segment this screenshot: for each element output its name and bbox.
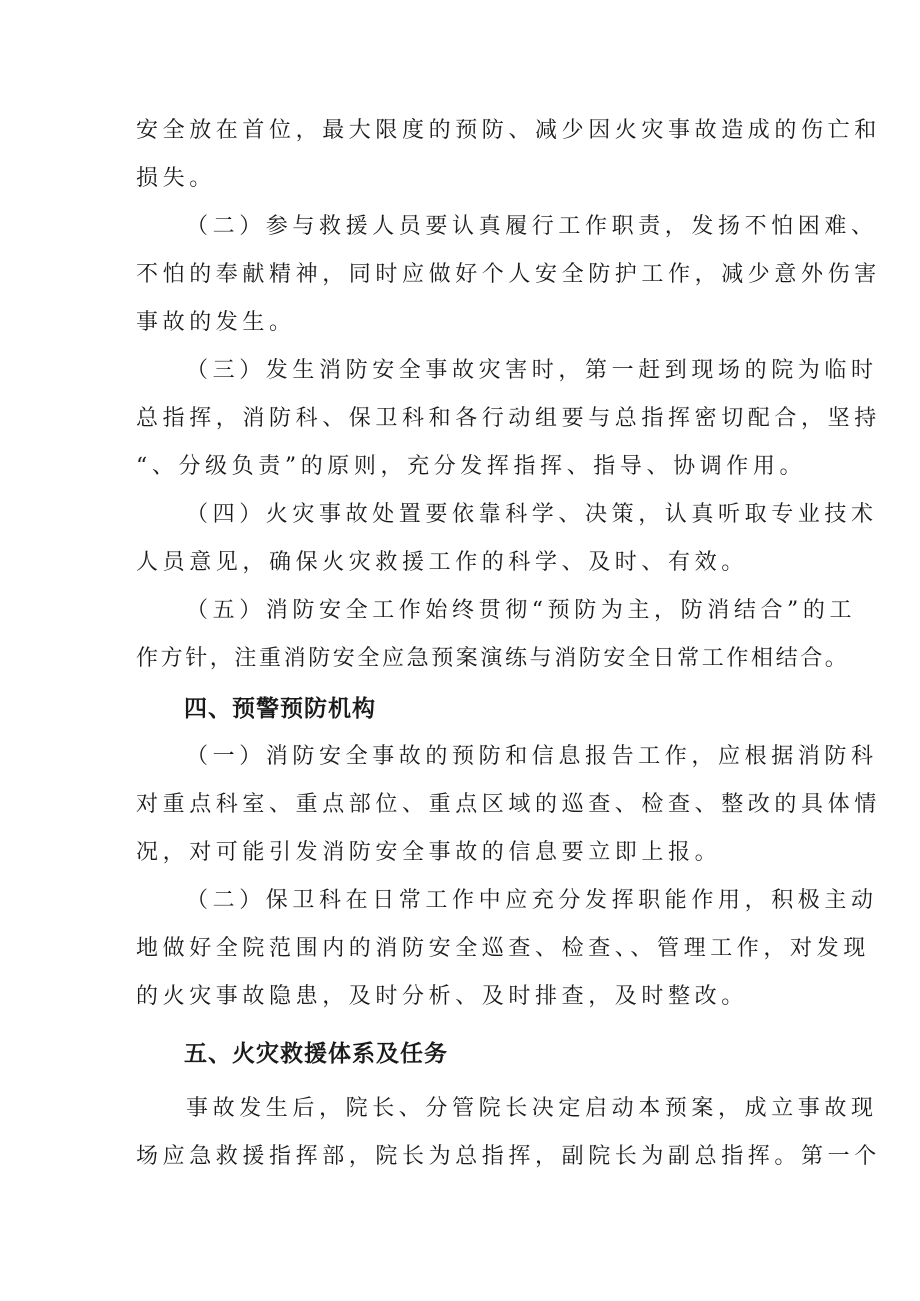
paragraph-line: （三）发生消防安全事故灾害时，第一赶到现场的院为临时	[186, 358, 878, 383]
paragraph-line: 地做好全院范围内的消防安全巡查、检查、、管理工作，对发现	[136, 936, 870, 961]
paragraph-line: 对重点科室、重点部位、重点区域的巡查、检查、整改的具体情	[136, 792, 881, 817]
paragraph-line: 况，对可能引发消防安全事故的信息要立即上报。	[136, 840, 722, 865]
paragraph-line: （四）火灾事故处置要依靠科学、决策，认真听取专业技术	[186, 502, 878, 527]
paragraph-line: （一）消防安全事故的预防和信息报告工作，应根据消防科	[186, 744, 878, 769]
paragraph-line: 总指挥，消防科、保卫科和各行动组要与总指挥密切配合，坚持	[136, 406, 881, 431]
paragraph-line: “、分级负责”的原则，充分发挥指挥、指导、协调作用。	[136, 454, 807, 479]
paragraph-line: 场应急救援指挥部，院长为总指挥，副院长为副总指挥。第一个	[136, 1144, 881, 1169]
section-heading: 五、火灾救援体系及任务	[184, 1041, 448, 1067]
paragraph-line: （五）消防安全工作始终贯彻“预防为主，防消结合”的工	[186, 598, 857, 623]
paragraph-line: 事故发生后，院长、分管院长决定启动本预案，成立事故现	[186, 1096, 878, 1121]
paragraph-line: 不怕的奉献精神，同时应做好个人安全防护工作，减少意外伤害	[136, 262, 881, 287]
paragraph-line: （二）保卫科在日常工作中应充分发挥职能作用，积极主动	[186, 888, 878, 913]
paragraph-line: 作方针，注重消防安全应急预案演练与消防安全日常工作相结合。	[136, 646, 850, 671]
paragraph-line: 损失。	[136, 166, 216, 191]
paragraph-line: 安全放在首位，最大限度的预防、减少因火灾事故造成的伤亡和	[136, 118, 881, 143]
section-heading: 四、预警预防机构	[184, 696, 376, 722]
paragraph-line: 的火灾事故隐患，及时分析、及时排查，及时整改。	[136, 984, 748, 1009]
paragraph-line: 人员意见，确保火灾救援工作的科学、及时、有效。	[136, 550, 748, 575]
paragraph-line: （二）参与救援人员要认真履行工作职责，发扬不怕困难、	[186, 214, 878, 239]
paragraph-line: 事故的发生。	[136, 310, 296, 335]
